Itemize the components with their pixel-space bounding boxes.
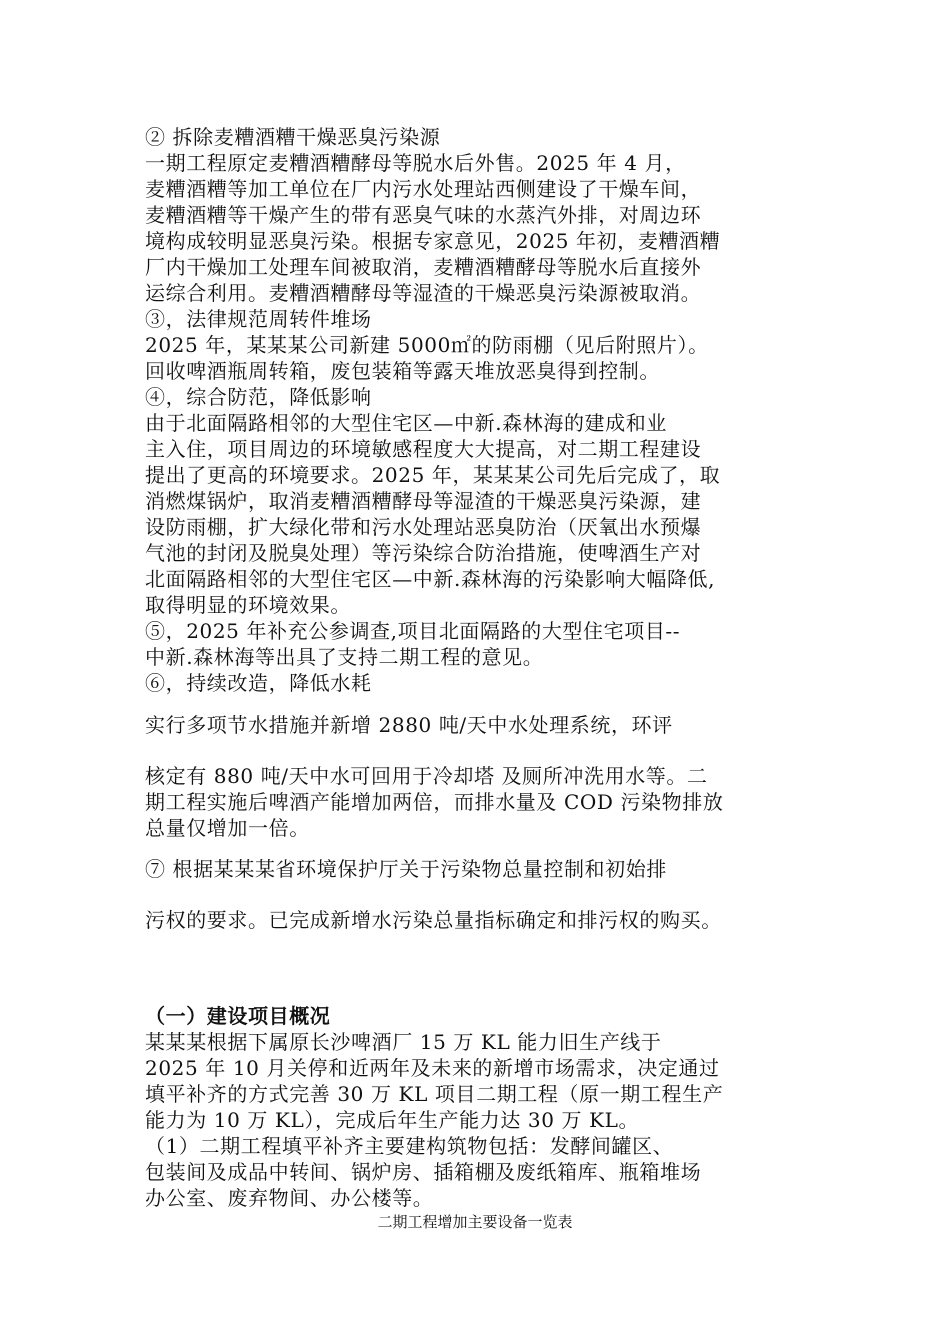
text-line: 运综合利用。麦糟酒糟酵母等湿渣的干燥恶臭污染源被取消。 — [145, 281, 702, 305]
text-line: 由于北面隔路相邻的大型住宅区—中新.森林海的建成和业 — [145, 411, 667, 435]
text-line: 期工程实施后啤酒产能增加两倍，而排水量及 COD 污染物排放 — [145, 790, 724, 814]
text-line: 某某某根据下属原长沙啤酒厂 15 万 KL 能力旧生产线于 — [145, 1030, 662, 1054]
text-line: （1）二期工程填平补齐主要建构筑物包括：发酵间罐区、 — [145, 1134, 674, 1158]
section-heading: （一）建设项目概况 — [145, 1004, 331, 1028]
text-line: 回收啤酒瓶周转箱，废包装箱等露天堆放恶臭得到控制。 — [145, 359, 660, 383]
text-line: ④，综合防范，降低影响 — [145, 385, 372, 409]
text-line: 消燃煤锅炉，取消麦糟酒糟酵母等湿渣的干燥恶臭污染源，建 — [145, 489, 702, 513]
text-line: 气池的封闭及脱臭处理）等污染综合防治措施，使啤酒生产对 — [145, 541, 702, 565]
text-line: 一期工程原定麦糟酒糟酵母等脱水后外售。2025 年 4 月， — [145, 151, 686, 175]
text-line: 实行多项节水措施并新增 2880 吨/天中水处理系统，环评 — [145, 713, 673, 737]
text-line: 设防雨棚，扩大绿化带和污水处理站恶臭防治（厌氧出水预爆 — [145, 515, 702, 539]
text-line: 厂内干燥加工处理车间被取消，麦糟酒糟酵母等脱水后直接外 — [145, 255, 702, 279]
text-line: 境构成较明显恶臭污染。根据专家意见，2025 年初，麦糟酒糟 — [145, 229, 721, 253]
text-line: 包装间及成品中转间、锅炉房、插箱棚及废纸箱库、瓶箱堆场 — [145, 1160, 702, 1184]
text-line: 办公室、废弃物间、办公楼等。 — [145, 1186, 434, 1210]
text-line: 主入住，项目周边的环境敏感程度大大提高，对二期工程建设 — [145, 437, 702, 461]
text-line: 2025 年，某某某公司新建 5000㎡的防雨棚（见后附照片）。 — [145, 333, 709, 357]
text-line: 2025 年 10 月关停和近两年及未来的新增市场需求，决定通过 — [145, 1056, 720, 1080]
text-line: 麦糟酒糟等加工单位在厂内污水处理站西侧建设了干燥车间， — [145, 177, 702, 201]
text-line: 能力为 10 万 KL），完成后年生产能力达 30 万 KL。 — [145, 1108, 640, 1132]
text-line: 污权的要求。已完成新增水污染总量指标确定和排污权的购买。 — [145, 908, 722, 932]
text-line: ② 拆除麦糟酒糟干燥恶臭污染源 — [145, 125, 441, 149]
text-line: ③，法律规范周转件堆场 — [145, 307, 372, 331]
text-line: ⑥，持续改造，降低水耗 — [145, 671, 372, 695]
text-line: 提出了更高的环境要求。2025 年，某某某公司先后完成了，取 — [145, 463, 721, 487]
text-line: ⑤，2025 年补充公参调查,项目北面隔路的大型住宅项目-- — [145, 619, 681, 643]
text-line: 中新.森林海等出具了支持二期工程的意见。 — [145, 645, 544, 669]
text-line: 核定有 880 吨/天中水可回用于冷却塔 及厕所冲洗用水等。二 — [145, 764, 708, 788]
table-caption: 二期工程增加主要设备一览表 — [377, 1213, 573, 1231]
text-line: 取得明显的环境效果。 — [145, 593, 351, 617]
text-line: 北面隔路相邻的大型住宅区—中新.森林海的污染影响大幅降低, — [145, 567, 716, 591]
text-line: 麦糟酒糟等干燥产生的带有恶臭气味的水蒸汽外排，对周边环 — [145, 203, 702, 227]
text-line: 填平补齐的方式完善 30 万 KL 项目二期工程（原一期工程生产 — [145, 1082, 724, 1106]
text-line: 总量仅增加一倍。 — [145, 816, 310, 840]
text-line: ⑦ 根据某某某省环境保护厅关于污染物总量控制和初始排 — [145, 857, 667, 881]
